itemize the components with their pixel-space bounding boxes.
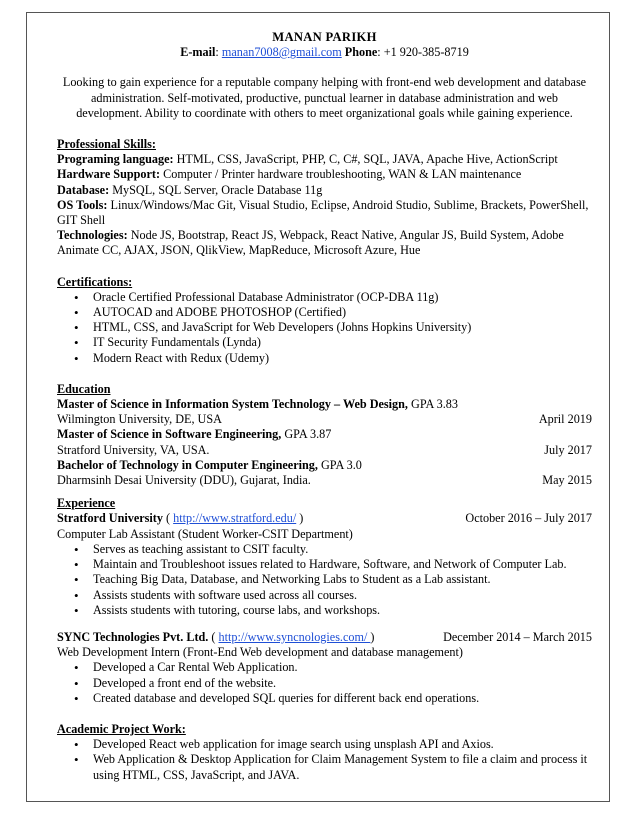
spacer [57, 618, 592, 630]
job-role: Web Development Intern (Front-End Web development and database management) [57, 645, 463, 660]
list-item: • Created database and developed SQL queries for different back end operations. [93, 691, 592, 706]
certifications-list [57, 290, 592, 366]
experience-heading: Experience [57, 496, 116, 511]
list-item: • Assists students with tutoring, course labs, and workshops. [93, 603, 592, 618]
education-school-row: Dharmsinh Desai University (DDU), Gujarat, India. May 2015 [57, 473, 592, 488]
list-item: • Assists students with software used across all courses. [93, 588, 592, 603]
skills-heading: Professional Skills: [57, 137, 156, 152]
email-label: E-mail [180, 45, 216, 60]
list-item: • Serves as teaching assistant to CSIT faculty. [93, 542, 592, 557]
list-item: • HTML, CSS, and JavaScript for Web Developers (Johns Hopkins University) [93, 320, 592, 335]
job-role: Computer Lab Assistant (Student Worker-CSIT Department) [57, 526, 353, 541]
education-degree: Bachelor of Technology in Computer Engineering, GPA 3.0 [57, 457, 362, 472]
projects-list [57, 737, 592, 783]
list-item: • Web Application & Desktop Application for Claim Management System to file a claim and process it using HTML, CSS, JavaScript, and JAVA. [93, 752, 592, 782]
skill-row: OS Tools: Linux/Windows/Mac Git, Visual Studio, Eclipse, Android Studio, Sublime, Brackets, PowerShell, GIT Shell [57, 197, 589, 228]
email-link[interactable]: manan7008@gmail.com [221, 45, 342, 60]
projects-heading: Academic Project Work: [57, 721, 186, 736]
list-item: • Developed a front end of the website. [93, 676, 592, 691]
phone-number: +1 920-385-8719 [383, 45, 469, 60]
company-link[interactable]: http://www.syncnologies.com/ [218, 629, 371, 644]
objective-statement: Looking to gain experience for a reputable company helping with front-end web development and database administration. Self-motivated, productive, punctual learner in database administration and web development. Ability to coordinate with others to meet organizational goals while gaining experience. [62, 75, 587, 120]
candidate-name: MANAN PARIKH [272, 30, 377, 44]
skill-row: Technologies: Node JS, Bootstrap, React JS, Webpack, React Native, Angular JS, Build System, Adobe Animate CC, AJAX, JSON, QlikView, MapReduce, Microsoft Azure, Hue [57, 228, 564, 258]
skill-row: Hardware Support: Computer / Printer hardware troubleshooting, WAN & LAN maintenance [57, 167, 522, 182]
job-header: SYNC Technologies Pvt. Ltd. ( http://www.syncnologies.com/ ) December 2014 – March 2015 [57, 629, 592, 644]
phone-label: Phone [344, 45, 378, 60]
job-dates: October 2016 – July 2017 [465, 511, 592, 526]
list-item: • AUTOCAD and ADOBE PHOTOSHOP (Certified) [93, 305, 592, 320]
skill-row: Programing language: HTML, CSS, JavaScript, PHP, C, C#, SQL, JAVA, Apache Hive, ActionScript [57, 152, 558, 167]
education-degree: Master of Science in Software Engineering, GPA 3.87 [57, 427, 332, 442]
list-item: • Modern React with Redux (Udemy) [93, 351, 592, 366]
list-item: • Maintain and Troubleshoot issues related to Hardware, Software, and Network of Computer Lab. [93, 557, 592, 572]
company-link[interactable]: http://www.stratford.edu/ [173, 511, 297, 526]
list-item: • Oracle Certified Professional Database Administrator (OCP-DBA 11g) [93, 290, 592, 305]
list-item: • Teaching Big Data, Database, and Networking Labs to Student as a Lab assistant. [93, 572, 592, 587]
education-school-row: Stratford University, VA, USA. July 2017 [57, 442, 592, 457]
certifications-heading: Certifications: [57, 274, 133, 289]
job-bullets [57, 660, 592, 706]
job-dates: December 2014 – March 2015 [443, 629, 592, 644]
job-header: Stratford University ( http://www.stratford.edu/ ) October 2016 – July 2017 [57, 511, 592, 526]
education-school-row: Wilmington University, DE, USA April 2019 [57, 412, 592, 427]
resume-page [57, 30, 592, 783]
skill-row: Database: MySQL, SQL Server, Oracle Database 11g [57, 182, 323, 197]
list-item: • Developed a Car Rental Web Application. [93, 660, 592, 675]
list-item: • Developed React web application for image search using unsplash API and Axios. [93, 737, 592, 752]
list-item: • IT Security Fundamentals (Lynda) [93, 335, 592, 350]
job-bullets [57, 542, 592, 618]
contact-line: E-mail: manan7008@gmail.com Phone: +1 920-385-8719 [180, 45, 469, 60]
education-heading: Education [57, 381, 111, 396]
education-degree: Master of Science in Information System Technology – Web Design, GPA 3.83 [57, 397, 458, 412]
